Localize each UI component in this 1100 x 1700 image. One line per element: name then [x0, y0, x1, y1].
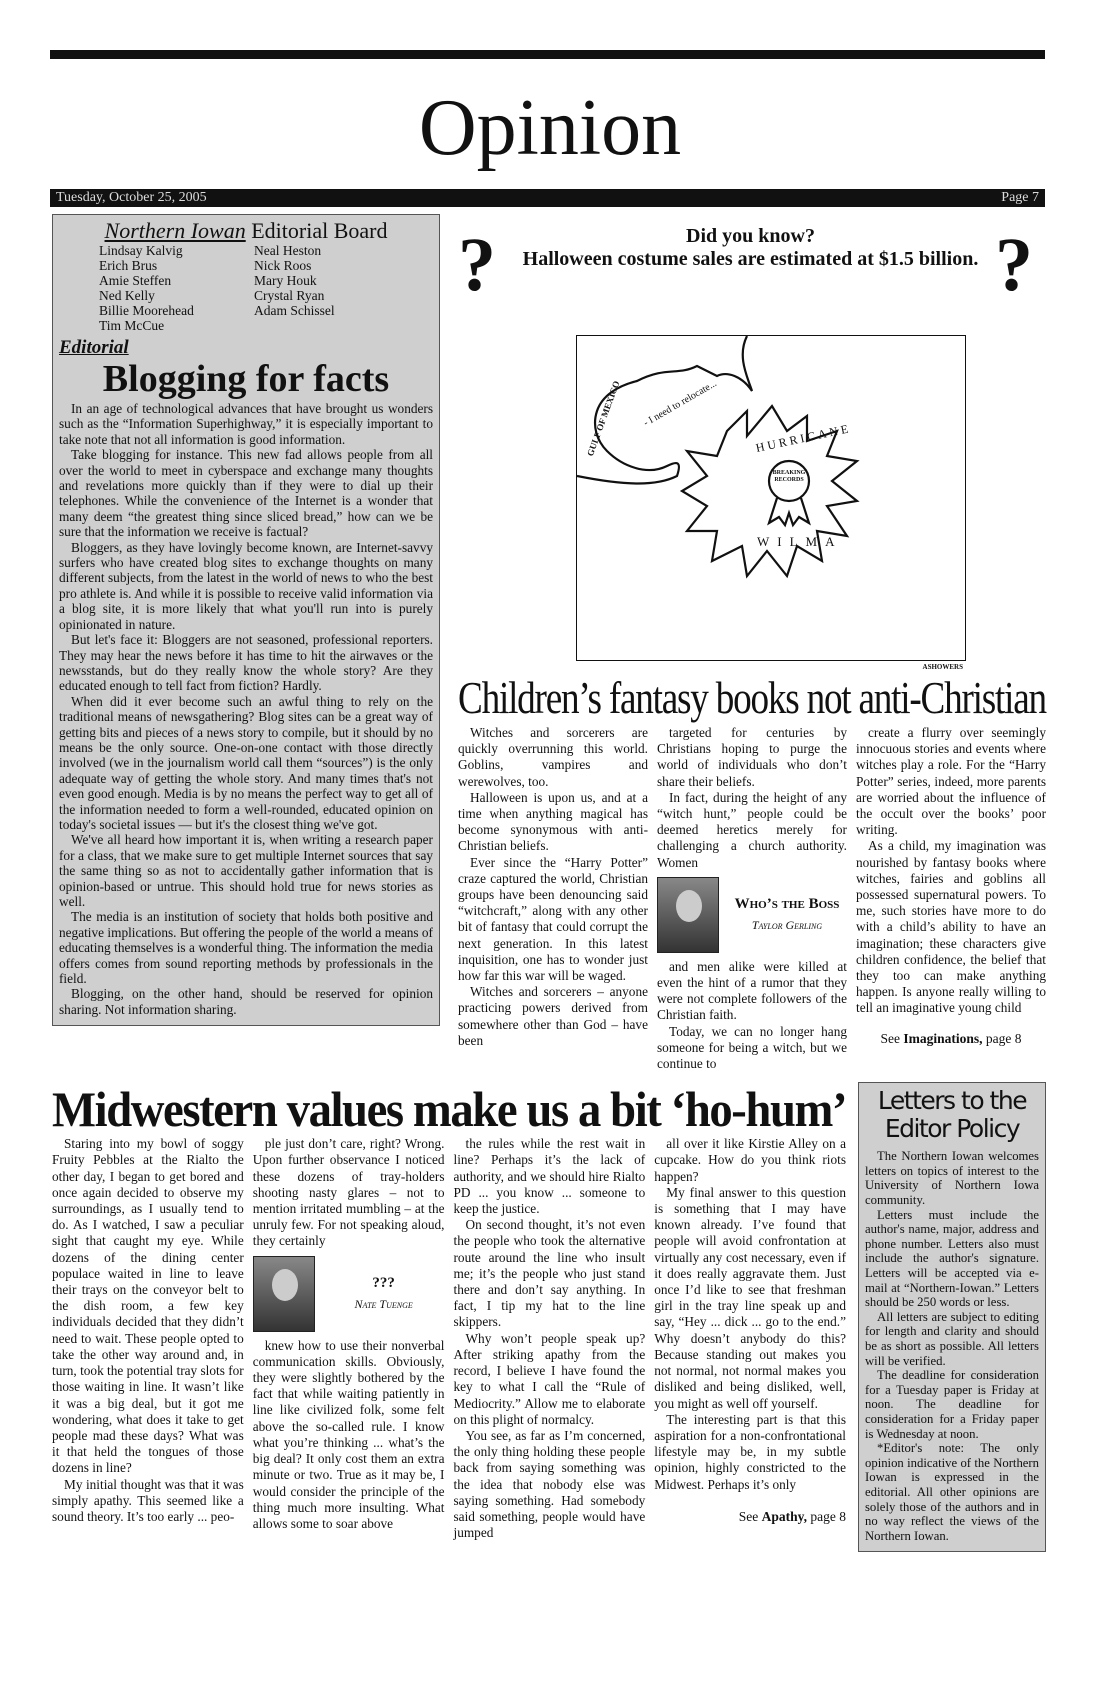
- paragraph: The media is an institution of society that holds both positive and negative implications. But offering the people of the world a means of educating themselves is a wonderful thing. The information the media offers comes from sound reporting methods by professionals in the field.: [59, 909, 433, 987]
- jump-line[interactable]: See Imaginations, page 8: [880, 1030, 1022, 1046]
- did-you-know-title: Did you know?: [686, 225, 815, 247]
- date-bar: [50, 189, 1045, 207]
- editorial-box: [52, 214, 440, 1026]
- paragraph: knew how to use their nonverbal communication skills. Obviously, they were slightly bothered by the fact that while waiting patiently in line like civilized folk, some felt above the so-called rule. I know what you’re thinking ... what’s the big deal? It only cost them an extra minute or two. True as it may be, I would consider the principle of the thing much more insulting. What allows some to soar above: [252, 1337, 445, 1531]
- paragraph: Witches and sorcerers – anyone practicing powers derived from somewhere other than God – have been: [458, 984, 648, 1048]
- board-member: Adam Schissel: [254, 303, 335, 318]
- column-sig: [253, 1256, 445, 1332]
- midwest-column-4: [654, 1136, 846, 1525]
- midwest-column-3: [454, 1136, 646, 1541]
- paragraph: In an age of technological advances that have brought us wonders such as the “Information Superhighway,” it is especially important to take note that not all information is good information.: [59, 401, 433, 447]
- letters-title: Letters to the Editor Policy: [877, 1086, 1027, 1144]
- midwest-column-1: [52, 1136, 244, 1525]
- paragraph: Staring into my bowl of soggy Fruity Pebbles at the Rialto the other day, I began to get bored and once again decided to observe my surroundings, as I usually tend to do. As I watched, I saw a peculiar sight that caught my eye. While dozens of the dining center populace waited in line to leave their trays on the conveyor belt to the dish room, a few key individuals decided that they didn’t need to wait. These people opted to take the other way around and, in turn, took the potential tray slots for those waiting in line. It wasn’t like it was a big deal, but it got me wondering, what does it take to get people mad these days? What was it that held the tongues of those dozens in line?: [52, 1136, 244, 1476]
- did-you-know-text: Halloween costume sales are estimated at $1.5 billion.: [522, 248, 979, 270]
- paragraph: Why won’t people speak up? After striking apathy from the record, I believe I have found the key to what I call the “Rule of Mediocrity.” Allow me to elaborate on this plight of normalcy.: [453, 1330, 646, 1427]
- paragraph: *Editor's note: The only opinion indicative of the Northern Iowan is expressed in the editorial. All other opinions are solely those of the authors and in no way reflect the views of the Northern Iowan.: [865, 1441, 1039, 1543]
- jump-line[interactable]: See Apathy, page 8: [738, 1508, 846, 1524]
- paragraph: ple just don’t care, right? Wrong. Upon further observance I noticed these dozens of tray-holders shooting nasty glares – not to mention irritated mumbling – at the unruly few. For not speaking aloud, they certainly: [252, 1136, 445, 1249]
- board-members: [59, 243, 433, 333]
- byline: Nate Tuenge: [354, 1297, 413, 1312]
- paragraph: Take blogging for instance. This new fad allows people from all over the world to meet in cyberspace and exchange many thoughts and revelations more quickly than if they were to dial up their telephones. While the convenience of the Internet is a wonder that many deem “the greatest thing since sliced bread,” how can we be sure that the information we receive is factual?: [59, 447, 433, 540]
- paragraph: Halloween is upon us, and at a time when anything magical has become synonymous with anti-Christian beliefs.: [458, 789, 648, 854]
- paragraph: Witches and sorcerers are quickly overrunning this world. Goblins, vampires and werewolves, too.: [458, 725, 648, 789]
- board-member: Neal Heston: [254, 243, 322, 258]
- paragraph: create a flurry over seemingly innocuous stories and events where witches play a role. For the “Harry Potter” series, indeed, more parents are worried about the influence of the occult over the books’ poor writing.: [856, 725, 1046, 838]
- board-member: Nick Roos: [254, 258, 312, 273]
- paragraph: Ever since the “Harry Potter” craze captured the world, Christian groups have been denouncing said “witchcraft,” along with any other bit of fantasy that could corrupt the next generation. In this latest inquisition, one has to wonder just how far this war will be waged.: [458, 854, 648, 984]
- cartoon-wilma: WILMA: [757, 534, 843, 549]
- question-mark-icon: ?: [995, 223, 1033, 307]
- board-member: Erich Brus: [99, 258, 158, 273]
- paragraph: and men alike were killed at even the hint of a rumor that they were not complete followers of the Christian faith.: [657, 958, 847, 1023]
- page-body: [52, 214, 1046, 1592]
- did-you-know: [458, 225, 1043, 305]
- hurricane-cartoon-drawing: [577, 336, 964, 659]
- paragraph: When did it ever become such an awful thing to rely on the traditional means of newsgathering? Blog sites can be a great way of getting bits and pieces of a news story to compile, but it should by no means be the only source. One-on-one contact with those directly involved (we in the journalism world call them “sources”) is the only adequate way of getting the whole story. And many times that's not even good enough. Media is by no means the perfect way to get all of the information needed to form a well-rounded, educated opinion on today's societal issues — but it's the closest thing we've got.: [59, 693, 433, 832]
- midwest-headline-wrap: [52, 1082, 846, 1136]
- author-photo: [253, 1256, 315, 1332]
- board-member: Mary Houk: [254, 273, 317, 288]
- midwest-article: [52, 1082, 846, 1541]
- paragraph: Today, we can no longer hang someone for being a witch, but we continue to: [657, 1023, 847, 1072]
- column-name: ???: [372, 1275, 395, 1292]
- paragraph: Bloggers, as they have lovingly become known, are Internet-savvy surfers who have created blog sites to exchange thoughts on many different subjects, from the latest in the world of news to who the best pro athlete is. And while it is possible to receive valid information via a blog site, it is more likely that what you'll run into is purely opinionated in nature.: [59, 539, 433, 632]
- paragraph: My initial thought was that it was simply apathy. This seemed like a sound theory. It’s too early ... peo-: [52, 1476, 244, 1524]
- midwest-column-2: [253, 1136, 445, 1532]
- midwest-columns: [52, 1136, 846, 1541]
- fantasy-headline: Children’s fantasy books not anti-Christian: [458, 672, 1046, 723]
- bottom-section: [52, 1082, 1046, 1552]
- cartoon-speech: - I need to relocate...: [641, 378, 719, 429]
- fantasy-columns: [458, 725, 1046, 1072]
- author-photo: [657, 877, 719, 953]
- top-rule: [50, 50, 1045, 59]
- editorial-board-title: Northern Iowan Editorial Board: [104, 218, 388, 243]
- fantasy-column-2: [657, 725, 847, 1072]
- paragraph: You see, as far as I’m concerned, the only thing holding these people back from saying something was the idea that nobody else was saying something. Had somebody said something, people would have jumped: [453, 1427, 646, 1541]
- top-section: [52, 214, 1046, 1072]
- section-title: Opinion: [418, 84, 682, 172]
- fantasy-column-1: [458, 725, 648, 1049]
- column-sig: [657, 877, 847, 953]
- paragraph: As a child, my imagination was nourished by fantasy books where witches, fairies and goblins all possessed supernatural powers. To me, such stories have more to do with a child’s ability to have an imagination; these characters give children confidence, the belief that they too can make anything happen. Is anyone really willing to tell an imaginative young child: [856, 838, 1046, 1016]
- paragraph: the rules while the rest wait in line? Perhaps it’s the lack of authority, and we should hire Rialto PD ... you know ... someone to keep the justice.: [453, 1136, 646, 1217]
- paragraph: The deadline for consideration for a Tuesday paper is Friday at noon. The deadline for consideration for a Friday paper is Wednesday at noon.: [865, 1368, 1039, 1441]
- cartoon-ribbon: BREAKING RECORDS: [772, 470, 806, 483]
- cartoon-credit: ASHOWERS: [922, 663, 963, 671]
- editorial-headline: Blogging for facts: [102, 358, 390, 400]
- paragraph: We've all heard how important it is, when writing a research paper for a class, that we make sure to get multiple Internet sources that say the same thing so as not to accidentally gather information that is opinion-based or untrue. This should hold true for news stories as well.: [59, 832, 433, 909]
- editorial-cartoon: [576, 335, 966, 671]
- midwest-headline: Midwestern values make us a bit ‘ho-hum’: [52, 1081, 847, 1138]
- page-number: Page 7: [1001, 190, 1039, 205]
- editorial-label: Editorial: [59, 337, 129, 358]
- board-member: Lindsay Kalvig: [99, 243, 183, 258]
- paragraph: targeted for centuries by Christians hoping to purge the world of individuals who don’t share their beliefs.: [657, 725, 847, 789]
- paragraph: In fact, during the height of any “witch hunt,” people could be deemed heretics merely for challenging a church authority. Women: [657, 789, 847, 870]
- right-section: [458, 214, 1046, 1072]
- board-member: Amie Steffen: [99, 273, 172, 288]
- cartoon-label-gulf: GULF OF MEXICO: [585, 379, 622, 458]
- paragraph: The interesting part is that this aspiration for a non-confrontational lifestyle may be, in my subtle opinion, highly constricted to the Midwest. Perhaps it’s only: [654, 1411, 846, 1492]
- editorial-body: [59, 401, 433, 1017]
- paragraph: The Northern Iowan welcomes letters on topics of interest to the University of Northern Iowa community.: [865, 1149, 1039, 1208]
- paragraph: But let's face it: Bloggers are not seasoned, professional reporters. They may hear the news before it has time to hit the airwaves or the newsstands, but do they really know the whole story? Are they educated enough to tell fact from fiction? Hardly.: [59, 632, 433, 694]
- fantasy-column-3: [856, 725, 1046, 1047]
- board-member: Tim McCue: [99, 318, 165, 333]
- paragraph: On second thought, it’s not even the people who took the alternative route around the line who insult me; it’s the people who just stand there and don’t say anything. In fact, I tip my hat to the line skippers.: [453, 1217, 646, 1330]
- cartoon-hurricane: HURRICANE: [754, 421, 853, 455]
- question-mark-icon: ?: [458, 223, 496, 307]
- paragraph: All letters are subject to editing for length and clarity and should be as short as possible. All letters will be verified.: [865, 1309, 1039, 1368]
- board-member: Crystal Ryan: [254, 288, 325, 303]
- issue-date: Tuesday, October 25, 2005: [56, 190, 207, 205]
- paragraph: all over it like Kirstie Alley on a cupcake. How do you think riots happen?: [654, 1136, 846, 1184]
- letters-policy-box: [858, 1082, 1046, 1552]
- paragraph: My final answer to this question is something that I may have known already. I’ve found that people will avoid confrontation at virtually any cost necessary, even if it does really aggravate them. Just once I’d like to see that freshman girl in the tray line speak up and say, “Hey ... dick ... go to the end.” Why doesn’t anybody do this? Because standing out makes you not normal, not normal makes you disliked and being disliked, well, you might as well off yourself.: [654, 1184, 846, 1411]
- paragraph: Blogging, on the other hand, should be reserved for opinion sharing. Not information sharing.: [59, 986, 433, 1017]
- board-member: Ned Kelly: [99, 288, 155, 303]
- column-name: Who’s the Boss: [734, 896, 840, 913]
- fantasy-headline-wrap: [458, 673, 1046, 723]
- paragraph: Letters must include the author's name, major, address and phone number. Letters also must include the author's signature. Letters will be accepted via e-mail at “Northern-Iowan.” Letters should be 250 words or less.: [865, 1207, 1039, 1310]
- board-member: Billie Moorehead: [99, 303, 194, 318]
- byline: Taylor Gerling: [751, 918, 823, 933]
